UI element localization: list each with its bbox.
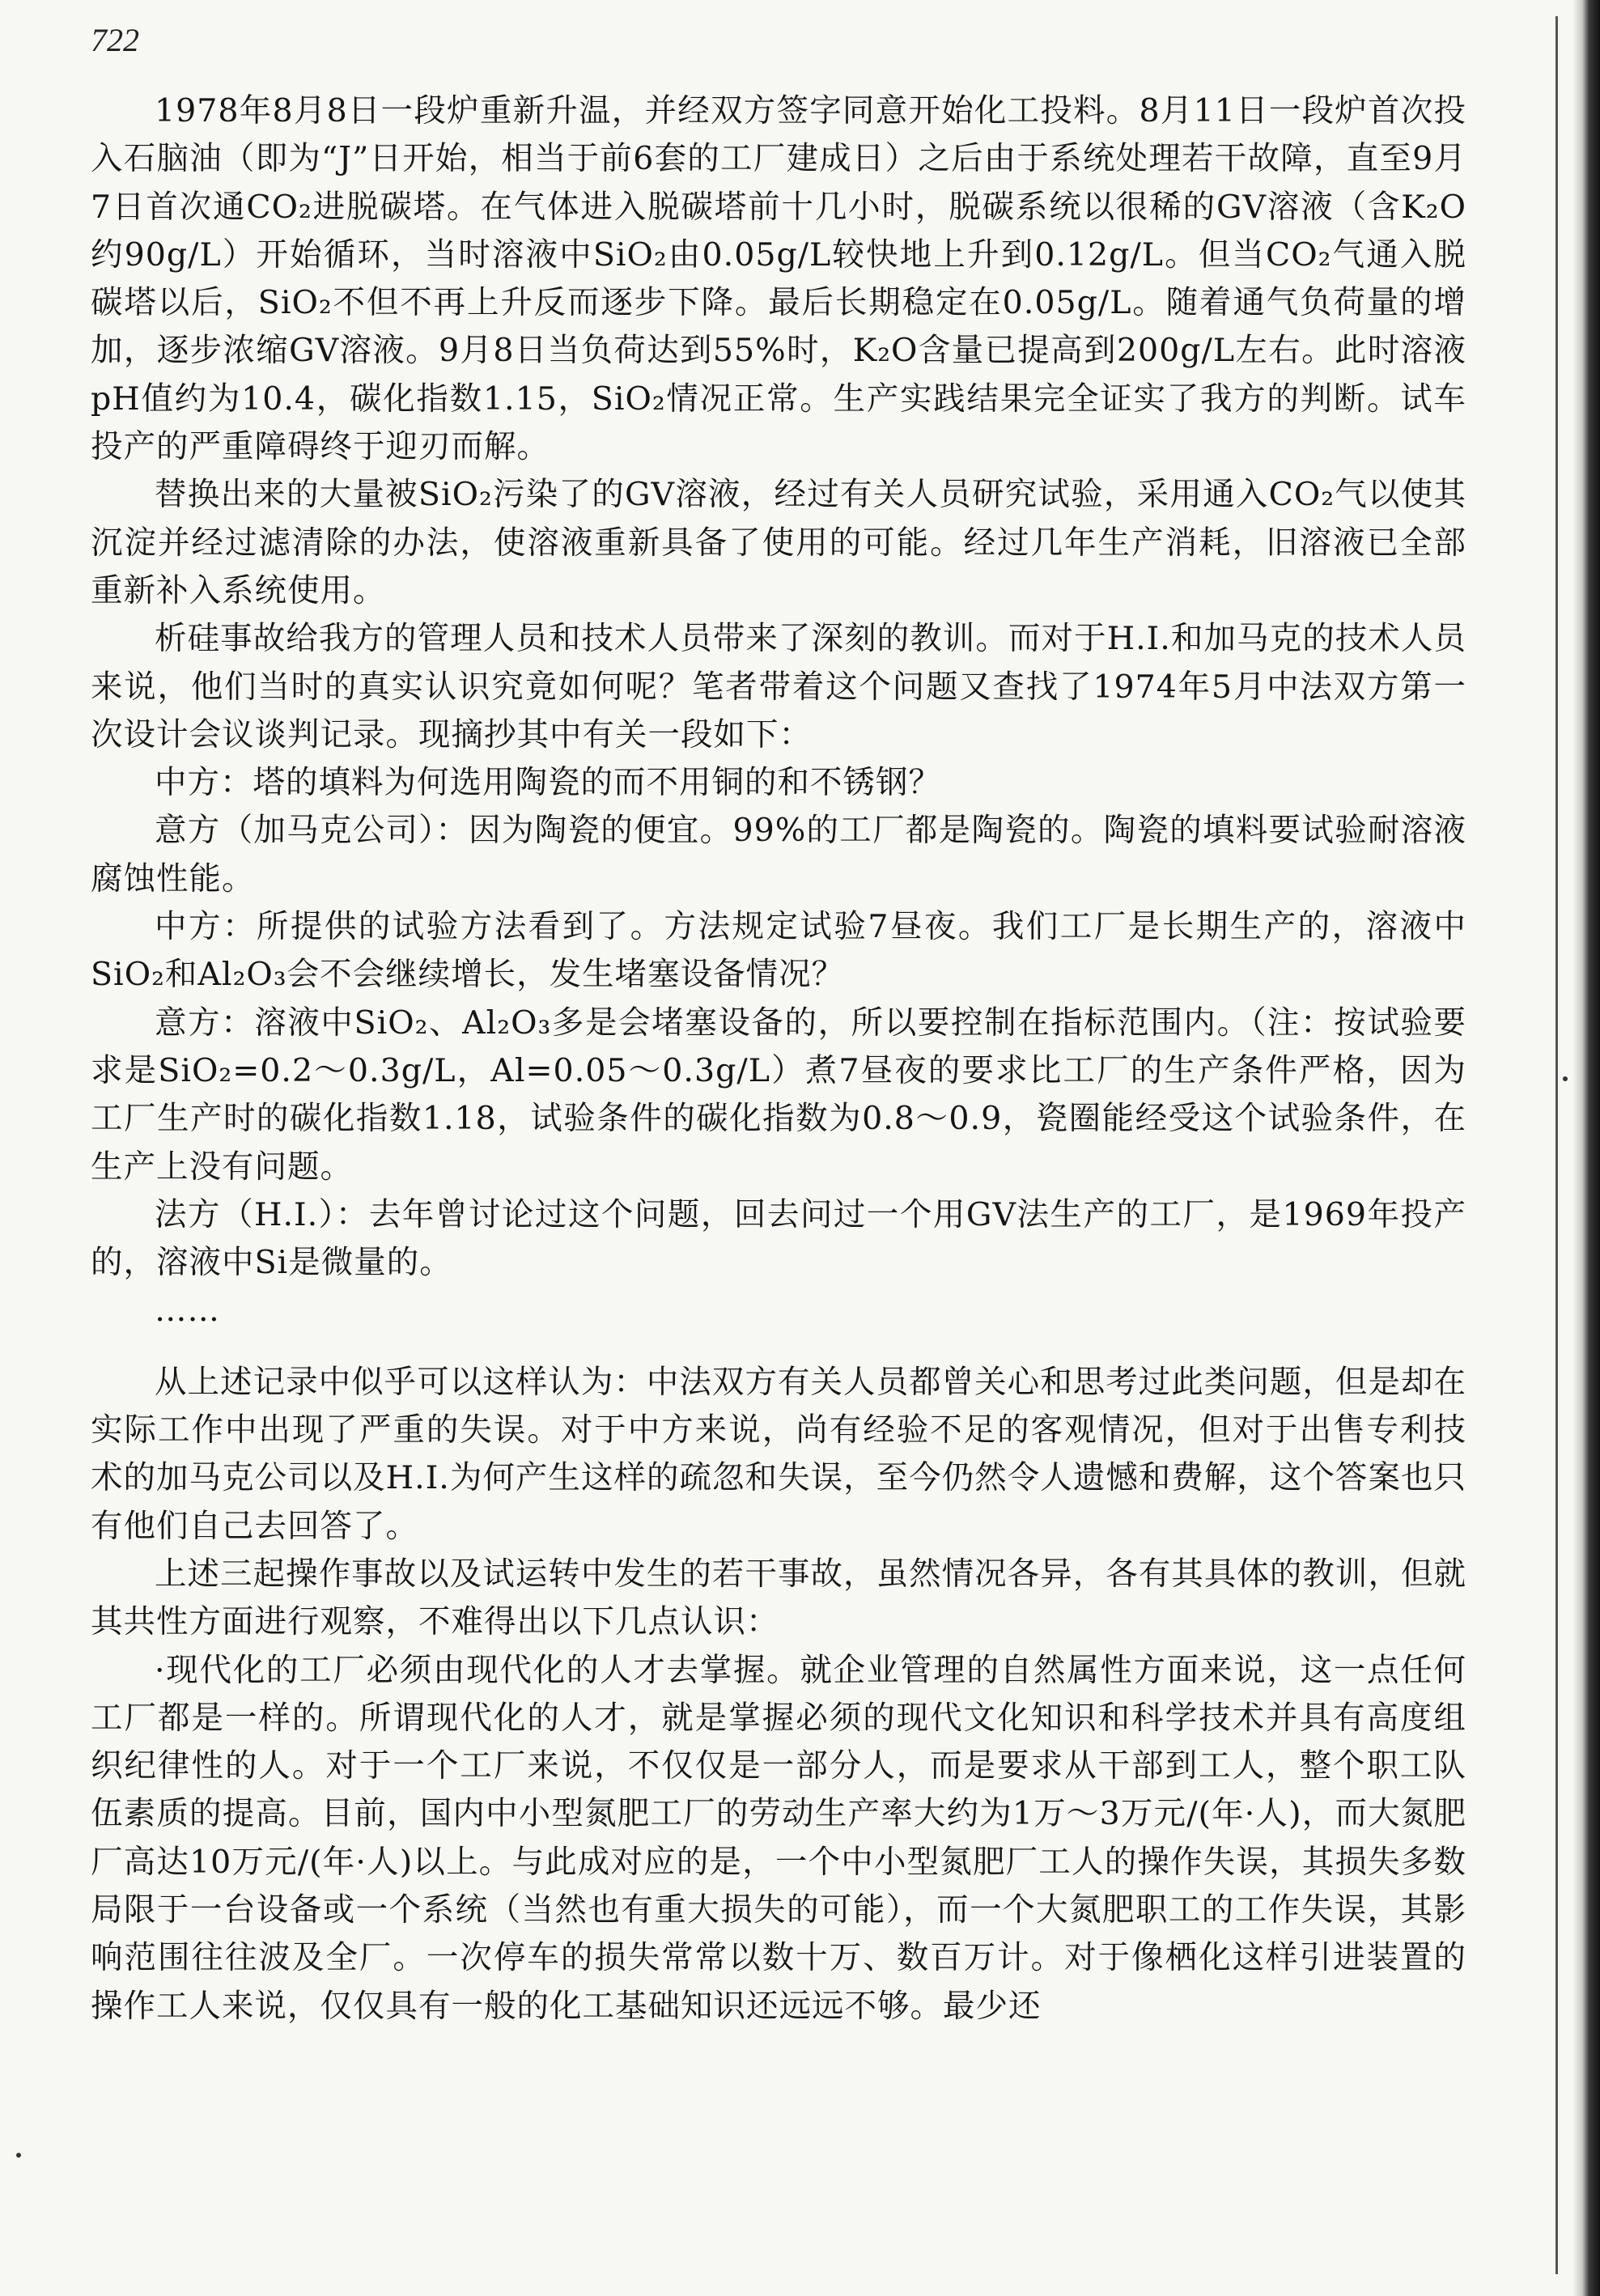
bullet-paragraph: ·现代化的工厂必须由现代化的人才去掌握。就企业管理的自然属性方面来说，这一点任何工厂都是一样的。所谓现代化的人才，就是掌握必须的现代文化知识和科学技术并具有高度组织纪律性的人。对于一个工厂来说，不仅仅是一部分人，而是要求从干部到工人，整个职工队伍素质的提高。目前，国内中小型氮肥工厂的劳动生产率大约为1万～3万元/(年·人)，而大氮肥厂高达10万元/(年·人)以上。与此成对应的是，一个中小型氮肥厂工人的操作失误，其损失多数局限于一台设备或一个系统（当然也有重大损失的可能），而一个大氮肥职工的工作失误，其影响范围往往波及全厂。一次停车的损失常常以数十万、数百万计。对于像栖化这样引进装置的操作工人来说，仅仅具有一般的化工基础知识还远远不够。最少还 (91, 1651, 1466, 2025)
dialogue-line: 意方：溶液中SiO₂、Al₂O₃多是会堵塞设备的，所以要控制在指标范围内。（注：按试验要求是SiO₂=0.2～0.3g/L，Al=0.05～0.3g/L）煮7昼夜的要求比工厂的生产条件严格，因为工厂生产时的碳化指数1.18，试验条件的碳化指数为0.8～0.9，瓷圈能经受这个试验条件，在生产上没有问题。 (91, 1004, 1466, 1186)
dialogue-line: 中方：所提供的试验方法看到了。方法规定试验7昼夜。我们工厂是长期生产的，溶液中SiO₂和Al₂O₃会不会继续增长，发生堵塞设备情况？ (91, 908, 1466, 994)
paragraph: 上述三起操作事故以及试运转中发生的若干事故，虽然情况各异，各有其具体的教训，但就其共性方面进行观察，不难得出以下几点认识： (91, 1555, 1466, 1641)
scan-speck (1563, 1076, 1568, 1081)
scan-page-edge (1572, 0, 1600, 2296)
paragraph: 从上述记录中似乎可以这样认为：中法双方有关人员都曾关心和思考过此类问题，但是却在实际工作中出现了严重的失误。对于中方来说，尚有经验不足的客观情况，但对于出售专利技术的加马克公司以及H.I.为何产生这样的疏忽和失误，至今仍然令人遗憾和费解，这个答案也只有他们自己去回答了。 (91, 1363, 1466, 1545)
dialogue-line: 法方（H.I.）：去年曾讨论过这个问题，回去问过一个用GV法生产的工厂，是1969年投产的，溶液中Si是微量的。 (91, 1195, 1466, 1282)
paragraph: 析硅事故给我方的管理人员和技术人员带来了深刻的教训。而对于H.I.和加马克的技术人员来说，他们当时的真实认识究竟如何呢？笔者带着这个问题又查找了1974年5月中法双方第一次设计会议谈判记录。现摘抄其中有关一段如下： (91, 620, 1466, 753)
paragraph: 1978年8月8日一段炉重新升温，并经双方签字同意开始化工投料。8月11日一段炉首次投入石脑油（即为“J”日开始，相当于前6套的工厂建成日）之后由于系统处理若干故障，直至9月7日首次通CO₂进脱碳塔。在气体进入脱碳塔前十几小时，脱碳系统以很稀的GV溶液（含K₂O约90g/L）开始循环，当时溶液中SiO₂由0.05g/L较快地上升到0.12g/L。但当CO₂气通入脱碳塔以后，SiO₂不但不再上升反而逐步下降。最后长期稳定在0.05g/L。随着通气负荷量的增加，逐步浓缩GV溶液。9月8日当负荷达到55%时，K₂O含量已提高到200g/L左右。此时溶液pH值约为10.4，碳化指数1.15，SiO₂情况正常。生产实践结果完全证实了我方的判断。试车投产的严重障碍终于迎刃而解。 (91, 92, 1466, 466)
page-number: 722 (91, 22, 139, 58)
scan-binding-line (1555, 16, 1558, 2274)
dialogue-line: 意方（加马克公司）：因为陶瓷的便宜。99%的工厂都是陶瓷的。陶瓷的填料要试验耐溶液腐蚀性能。 (91, 812, 1466, 898)
ellipsis: …… (155, 1292, 220, 1330)
dialogue-line: 中方：塔的填料为何选用陶瓷的而不用铜的和不锈钢？ (155, 764, 941, 802)
scan-speck (16, 2153, 21, 2158)
paragraph: 替换出来的大量被SiO₂污染了的GV溶液，经过有关人员研究试验，采用通入CO₂气以使其沉淀并经过滤清除的办法，使溶液重新具备了使用的可能。经过几年生产消耗，旧溶液已全部重新补入系统使用。 (91, 476, 1466, 609)
body-text (91, 87, 1466, 2031)
